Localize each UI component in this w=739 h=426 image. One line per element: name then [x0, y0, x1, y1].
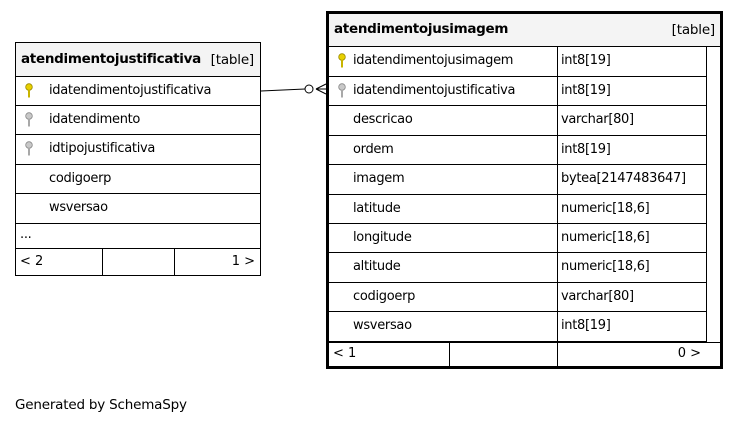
- parent-count-link[interactable]: < 1: [333, 346, 357, 361]
- table-atendimentojusimagem[interactable]: [326, 11, 723, 369]
- column-type: int8[19]: [561, 83, 611, 98]
- column-type: numeric[18,6]: [561, 201, 650, 216]
- column-name: imagem: [353, 171, 405, 186]
- primary-key-icon: [337, 53, 347, 69]
- column-type: varchar[80]: [561, 289, 634, 304]
- column-row[interactable]: [16, 106, 260, 135]
- column-name: idtipojustificativa: [49, 141, 156, 156]
- column-name: wsversao: [353, 318, 412, 333]
- column-name: ordem: [353, 142, 394, 157]
- column-name: idatendimentojusimagem: [353, 53, 514, 68]
- table-atendimentojustificativa[interactable]: [15, 42, 261, 276]
- column-list: [329, 47, 707, 342]
- column-row[interactable]: [16, 194, 260, 224]
- table-header: [329, 14, 720, 47]
- column-name: idatendimento: [49, 112, 141, 127]
- footer-divider: [174, 249, 175, 275]
- column-row[interactable]: [329, 253, 706, 283]
- foreign-key-icon: [337, 83, 347, 99]
- table-header: [16, 43, 260, 77]
- column-row[interactable]: [329, 136, 706, 165]
- column-name: codigoerp: [353, 289, 416, 304]
- footer-divider: [557, 343, 558, 366]
- table-kind: [table]: [210, 52, 254, 68]
- column-name: idatendimentojustificativa: [49, 83, 212, 98]
- table-footer: [329, 342, 720, 366]
- column-row[interactable]: [329, 195, 706, 224]
- column-type: numeric[18,6]: [561, 230, 650, 245]
- footer-divider: [102, 249, 103, 275]
- more-columns-ellipsis: ...: [20, 227, 32, 242]
- primary-key-icon: [24, 83, 34, 99]
- column-type: int8[19]: [561, 142, 611, 157]
- foreign-key-icon: [24, 112, 34, 128]
- zero-marker: [305, 85, 313, 93]
- crowfoot-upper: [316, 84, 326, 89]
- column-row[interactable]: [16, 77, 260, 106]
- more-columns-row: [16, 224, 260, 249]
- column-type: int8[19]: [561, 53, 611, 68]
- column-name: latitude: [353, 201, 401, 216]
- column-row[interactable]: [329, 165, 706, 195]
- table-name: atendimentojustificativa: [21, 51, 201, 67]
- column-type: numeric[18,6]: [561, 259, 650, 274]
- column-row[interactable]: [329, 47, 706, 77]
- footer-divider: [449, 343, 450, 366]
- parent-count-link[interactable]: < 2: [20, 254, 44, 269]
- column-name: altitude: [353, 259, 401, 274]
- column-type: bytea[2147483647]: [561, 171, 686, 186]
- child-count-link[interactable]: 1 >: [231, 254, 255, 269]
- table-name: atendimentojusimagem: [334, 21, 509, 37]
- column-name: codigoerp: [49, 171, 112, 186]
- relationship-line: [261, 89, 305, 91]
- column-name: longitude: [353, 230, 412, 245]
- crowfoot-lower: [316, 89, 326, 94]
- child-count-link[interactable]: 0 >: [677, 346, 701, 361]
- column-row[interactable]: [16, 135, 260, 165]
- column-name: idatendimentojustificativa: [353, 83, 516, 98]
- column-row[interactable]: [329, 106, 706, 136]
- column-type: int8[19]: [561, 318, 611, 333]
- column-row[interactable]: [16, 165, 260, 194]
- table-kind: [table]: [671, 22, 715, 38]
- column-row[interactable]: [329, 224, 706, 253]
- column-name: wsversao: [49, 200, 108, 215]
- column-row[interactable]: [329, 312, 706, 342]
- column-row[interactable]: [329, 77, 706, 106]
- column-type: varchar[80]: [561, 112, 634, 127]
- foreign-key-icon: [24, 141, 34, 157]
- table-footer: [16, 249, 260, 275]
- column-name: descricao: [353, 112, 413, 127]
- column-row[interactable]: [329, 283, 706, 312]
- generated-by-label: Generated by SchemaSpy: [15, 397, 187, 413]
